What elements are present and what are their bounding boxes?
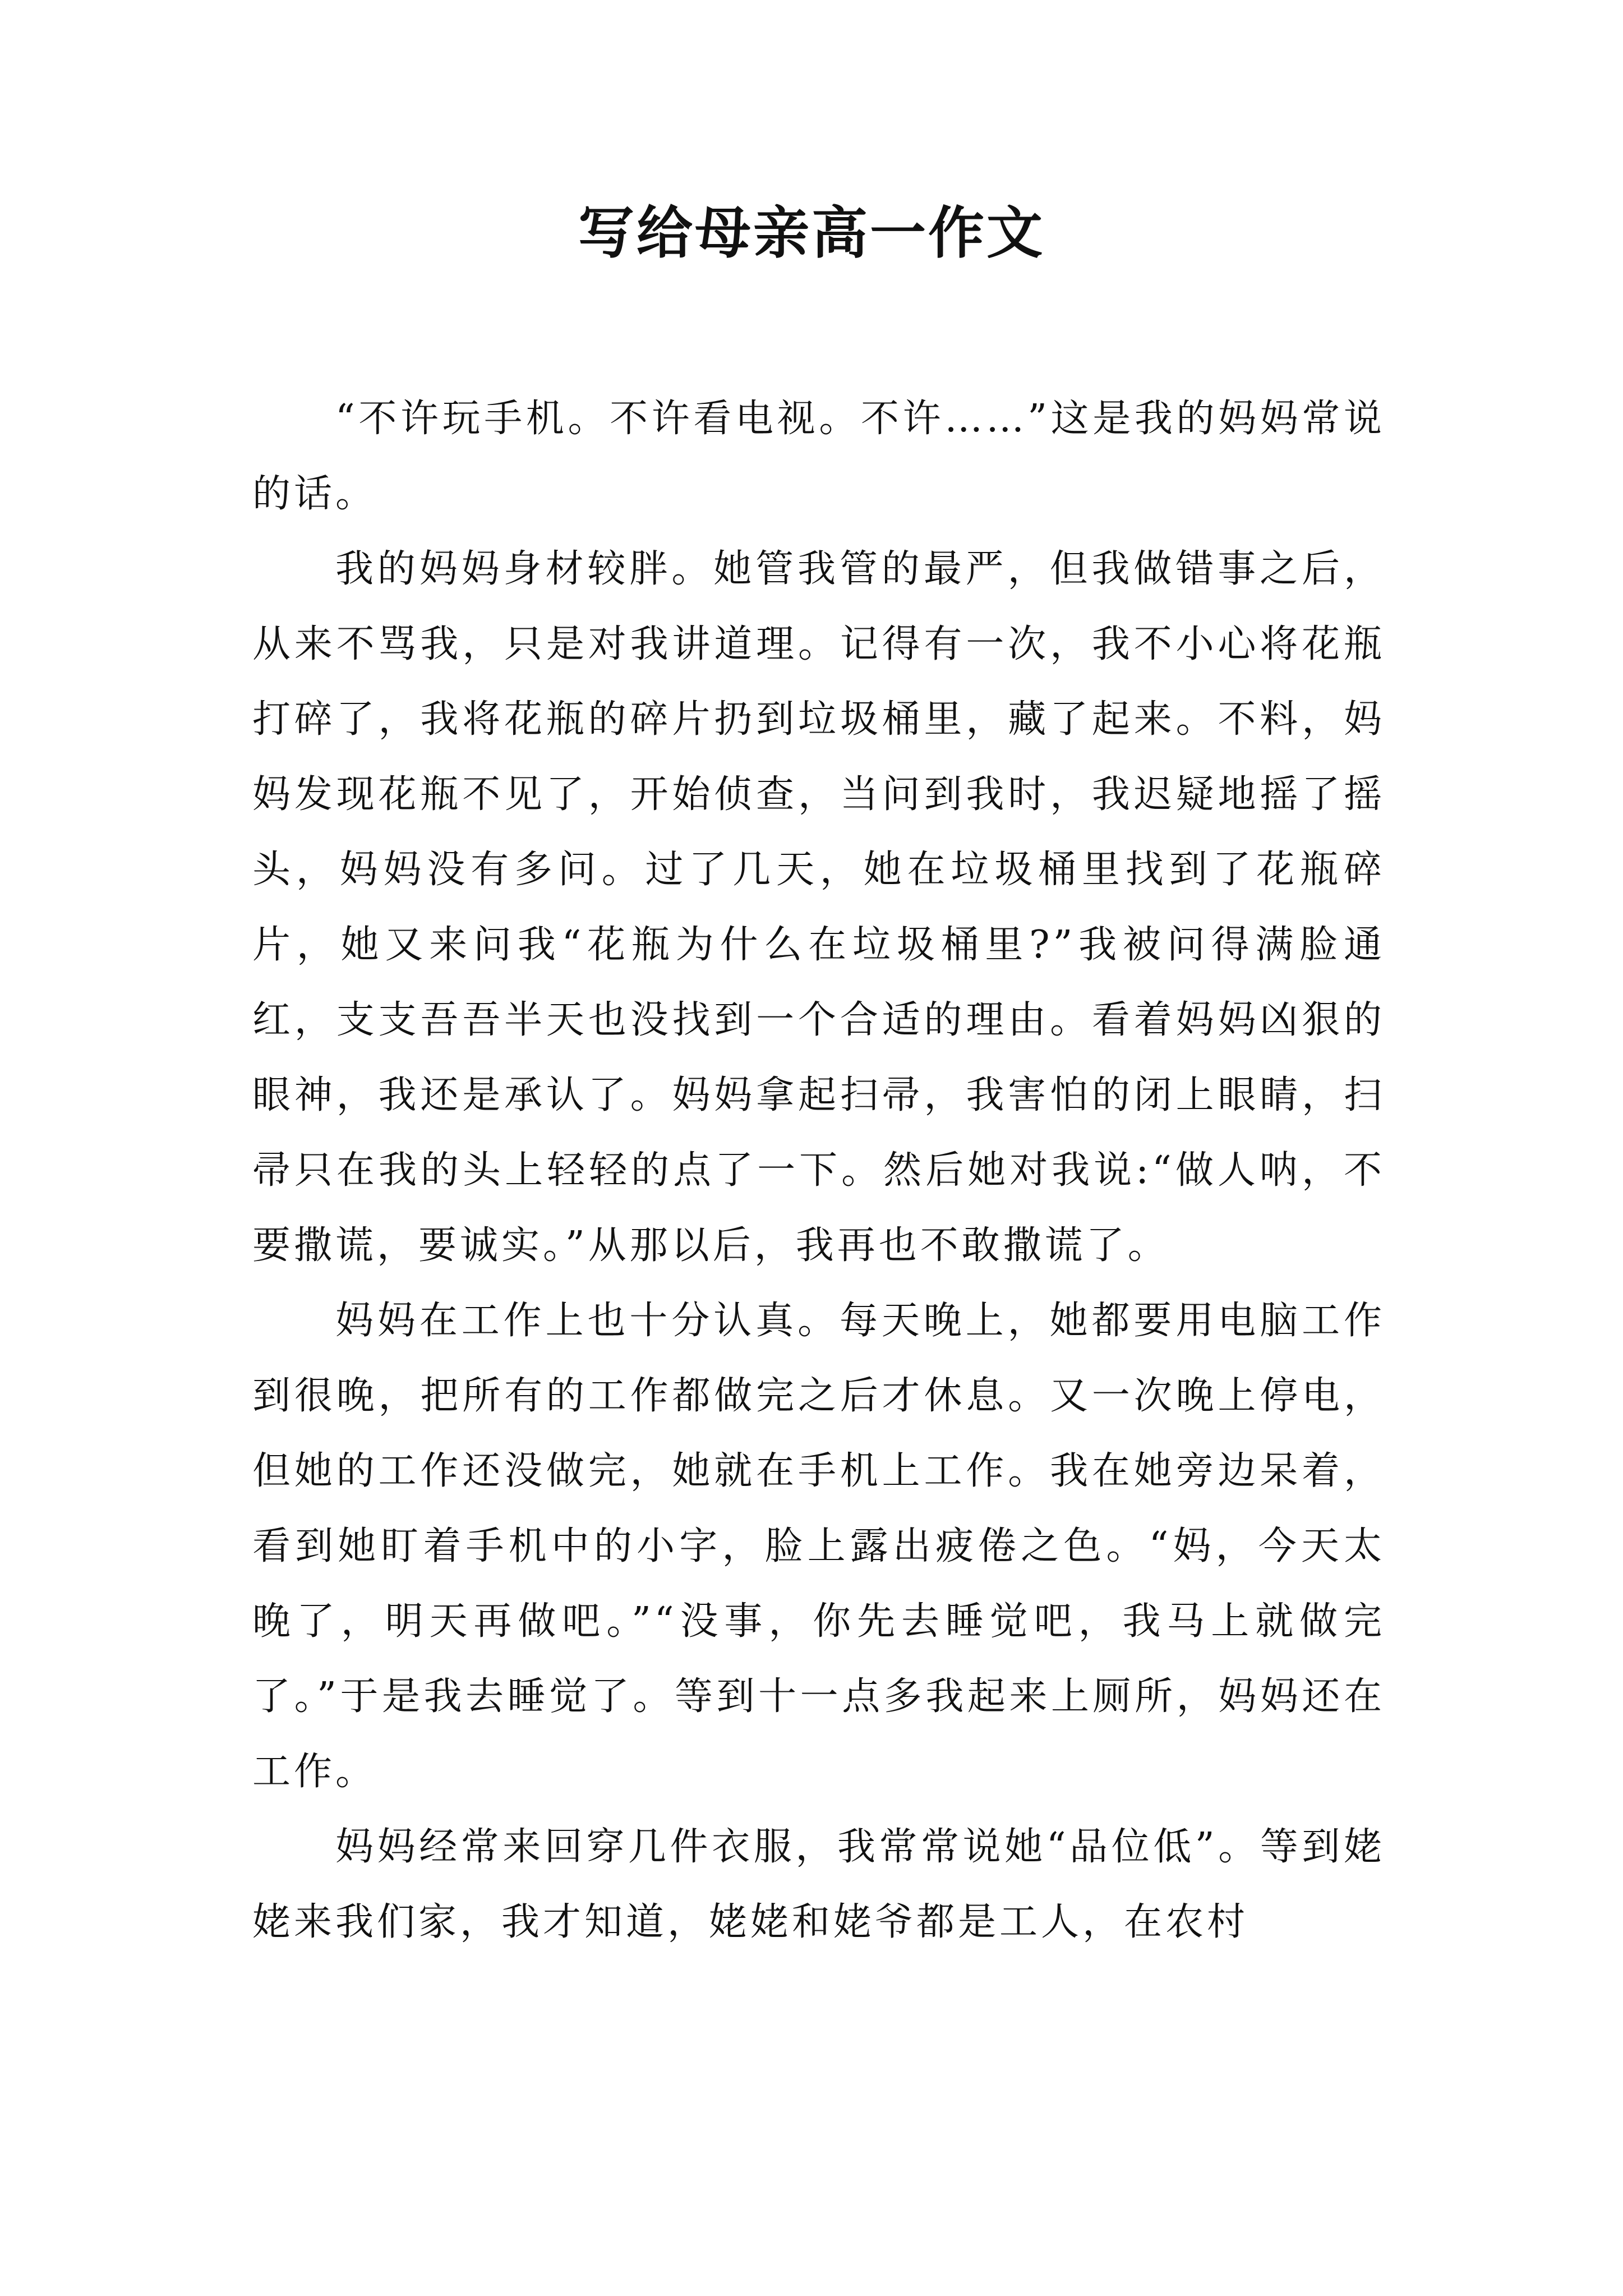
- paragraph: 妈妈经常来回穿几件衣服，我常常说她“品位低”。等到姥姥来我们家，我才知道，姥姥和姥爷都是工人，在农村: [252, 1825, 1385, 1944]
- paragraph: “不许玩手机。不许看电视。不许……”这是我的妈妈常说的话。: [252, 397, 1385, 516]
- paragraph: 我的妈妈身材较胖。她管我管的最严，但我做错事之后，从来不骂我，只是对我讲道理。记得有一次，我不小心将花瓶打碎了，我将花瓶的碎片扔到垃圾桶里，藏了起来。不料，妈妈发现花瓶不见了，开始侦查，当问到我时，我迟疑地摇了摇头，妈妈没有多问。过了几天，她在垃圾桶里找到了花瓶碎片，她又来问我“花瓶为什么在垃圾桶里?”我被问得满脸通红，支支吾吾半天也没找到一个合适的理由。看着妈妈凶狠的眼神，我还是承认了。妈妈拿起扫帚，我害怕的闭上眼睛，扫帚只在我的头上轻轻的点了一下。然后她对我说:“做人呐，不要撒谎，要诚实。”从那以后，我再也不敢撒谎了。: [252, 547, 1385, 1268]
- paragraph: 妈妈在工作上也十分认真。每天晚上，她都要用电脑工作到很晚，把所有的工作都做完之后才休息。又一次晚上停电，但她的工作还没做完，她就在手机上工作。我在她旁边呆着，看到她盯着手机中的小字，脸上露出疲倦之色。“妈，今天太晚了，明天再做吧。”“没事，你先去睡觉吧，我马上就做完了。”于是我去睡觉了。等到十一点多我起来上厕所，妈妈还在工作。: [252, 1299, 1385, 1794]
- document-title: 写给母亲高一作文: [578, 200, 1045, 266]
- document-body: [252, 381, 1385, 1960]
